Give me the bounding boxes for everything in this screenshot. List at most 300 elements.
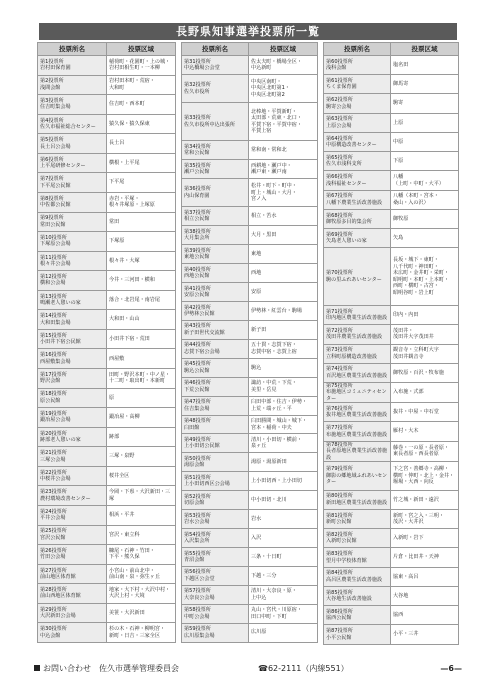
polling-place-line: 第64投票所 bbox=[326, 135, 353, 142]
table-row bbox=[324, 567, 459, 586]
polling-area-line: 上中込 bbox=[251, 594, 267, 601]
polling-area bbox=[249, 56, 318, 75]
polling-area-line: 岩水 bbox=[251, 515, 262, 522]
table-row bbox=[38, 271, 176, 291]
polling-place-line: 第69投票所 bbox=[326, 231, 353, 238]
polling-place-name bbox=[324, 325, 391, 344]
polling-area bbox=[249, 207, 318, 226]
polling-place-name bbox=[182, 358, 249, 377]
polling-area-line: 西耕地・瀬戸中・ bbox=[251, 162, 292, 169]
polling-place-line: 第20投票所 bbox=[40, 430, 67, 437]
polling-area-line: 三条・十日町 bbox=[251, 553, 282, 560]
polling-place-name bbox=[38, 232, 107, 252]
polling-place-line: 第72投票所 bbox=[326, 328, 353, 335]
table-row bbox=[324, 190, 459, 209]
polling-place-line: 第31投票所 bbox=[184, 58, 211, 65]
polling-place-name bbox=[324, 461, 391, 490]
table-row bbox=[38, 56, 176, 76]
polling-place-line: 大和田集会場 bbox=[40, 319, 71, 326]
table-row bbox=[182, 472, 318, 491]
polling-area-line: 今井・三河田・横和 bbox=[109, 277, 155, 284]
polling-place-name bbox=[38, 173, 107, 193]
polling-area bbox=[249, 226, 318, 245]
table-row bbox=[38, 134, 176, 154]
polling-area-line: 八幡（本町・宮本・ bbox=[393, 193, 439, 200]
polling-area-line: 佐太夫町・橋場全区・ bbox=[251, 58, 302, 65]
polling-area-line: 下平・熊久保 bbox=[109, 554, 140, 561]
polling-place-line: 第56投票所 bbox=[184, 569, 211, 576]
table-row bbox=[324, 422, 459, 441]
polling-place-line: 浅科福祉センター bbox=[326, 180, 367, 187]
polling-place-line: 大月集会所 bbox=[184, 235, 210, 242]
polling-area-line: 安原 bbox=[251, 288, 262, 295]
polling-area-line: 田町・野沢本町・中ノ星・ bbox=[109, 371, 171, 378]
polling-table bbox=[181, 42, 318, 643]
polling-place-line: 第39投票所 bbox=[184, 247, 211, 254]
polling-place-line: 第65投票所 bbox=[326, 154, 353, 161]
polling-place-line: 第14投票所 bbox=[40, 313, 67, 320]
polling-place-line: 中込会館 bbox=[40, 632, 61, 639]
polling-place-line: 茂田井農業生活改善施設 bbox=[326, 334, 383, 341]
polling-area-line: 杉の木・石神・柳明宮・ bbox=[109, 626, 166, 633]
polling-place-line: 志賀下宿公会場 bbox=[184, 348, 220, 355]
polling-place-line: 常和公民館 bbox=[184, 150, 210, 157]
polling-area bbox=[249, 604, 318, 623]
table-row bbox=[182, 56, 318, 75]
polling-area-line: 稲荷町・花園町・上の城・ bbox=[109, 58, 171, 65]
table-row bbox=[324, 75, 459, 94]
polling-place-name bbox=[38, 603, 107, 623]
polling-place-name bbox=[38, 349, 107, 369]
polling-area-line: 雁村・大木 bbox=[393, 428, 419, 435]
polling-place-name bbox=[324, 529, 391, 548]
table-row bbox=[324, 171, 459, 190]
polling-place-line: 鍛冶屋公会場 bbox=[40, 417, 71, 424]
polling-place-line: 第5投票所 bbox=[40, 137, 64, 144]
polling-place-name bbox=[324, 94, 391, 113]
table-row bbox=[324, 625, 459, 644]
table-row bbox=[38, 212, 176, 232]
polling-area-line: 中央区南町・ bbox=[251, 79, 282, 85]
polling-place-line: 入新町公民館 bbox=[326, 538, 357, 545]
polling-place-line: 第16投票所 bbox=[40, 352, 67, 359]
polling-area bbox=[249, 179, 318, 207]
table-row bbox=[38, 408, 176, 428]
polling-place-line: 第35投票所 bbox=[184, 162, 211, 169]
polling-area bbox=[249, 453, 318, 472]
polling-area-line: 東長者原・西長者原 bbox=[393, 451, 439, 458]
polling-area bbox=[107, 584, 176, 604]
polling-area-line: 常和南・常和北 bbox=[251, 146, 287, 153]
polling-area-line: 下越・三分 bbox=[251, 572, 277, 579]
polling-area bbox=[107, 192, 176, 212]
polling-place-line: 印内地区農業生活改善施設 bbox=[326, 315, 388, 322]
polling-area bbox=[249, 339, 318, 358]
polling-place-line: 第57投票所 bbox=[184, 588, 211, 595]
polling-place-line: 布施地区農業生活改善施設 bbox=[326, 431, 388, 438]
polling-area-line: 協西 bbox=[393, 612, 404, 619]
polling-place-line: 宮沢公民館 bbox=[40, 534, 66, 541]
table-row bbox=[38, 447, 176, 467]
polling-place-line: 湯原会館 bbox=[184, 462, 205, 469]
polling-place-name bbox=[38, 56, 107, 76]
polling-area-line: 西町・横町・古宮・ bbox=[393, 283, 439, 290]
polling-area-line: 大和町 bbox=[109, 84, 125, 91]
table-row bbox=[182, 226, 318, 245]
polling-place-line: 第42投票所 bbox=[184, 304, 211, 311]
header-polling-place: 投票所名 bbox=[38, 43, 107, 56]
polling-place-line: 佐久市浅科支所 bbox=[326, 161, 362, 168]
polling-area bbox=[391, 567, 459, 586]
polling-area-line: 竹之城・新田・遠沢 bbox=[393, 496, 439, 503]
table-row bbox=[182, 377, 318, 396]
polling-place-name bbox=[182, 339, 249, 358]
polling-area-line: 矢島 bbox=[393, 235, 404, 242]
polling-place-name bbox=[324, 606, 391, 625]
polling-place-line: 安原公民館 bbox=[184, 292, 210, 299]
polling-area bbox=[391, 306, 459, 325]
polling-place-name bbox=[324, 209, 391, 228]
polling-place-line: 上小田切西区公会場 bbox=[184, 481, 230, 488]
polling-area-line: 美笹・大沢新田 bbox=[109, 609, 145, 616]
polling-area-line: 御牧原 bbox=[393, 215, 409, 222]
polling-place-name bbox=[324, 248, 391, 306]
table-row bbox=[38, 486, 176, 506]
polling-place-line: 上原公会場 bbox=[326, 122, 352, 129]
polling-area bbox=[107, 173, 176, 193]
polling-area bbox=[391, 461, 459, 490]
polling-place-name bbox=[182, 320, 249, 339]
polling-place-line: 第85投票所 bbox=[326, 589, 353, 596]
polling-place-line: 第6投票所 bbox=[40, 156, 64, 163]
polling-area-line: 臼田中部・住吉・伊勢・ bbox=[251, 399, 308, 406]
table-header-row bbox=[38, 43, 176, 56]
polling-place-line: 第29投票所 bbox=[40, 606, 67, 613]
polling-place-name bbox=[182, 604, 249, 623]
polling-place-line: ちくま保育園 bbox=[326, 84, 357, 91]
polling-area bbox=[249, 283, 318, 302]
polling-area-line: 下之宮・善郷寺・高柳・ bbox=[393, 466, 450, 473]
polling-place-line: 中込橋場公会堂 bbox=[184, 64, 220, 71]
polling-area-line: 駒寄 bbox=[393, 100, 404, 107]
table-row bbox=[182, 415, 318, 434]
polling-place-line: 平井公会場 bbox=[40, 515, 66, 522]
polling-area-line: 入沢 bbox=[251, 534, 262, 541]
polling-area-line: 入新町・岩下 bbox=[393, 535, 424, 542]
polling-place-name bbox=[38, 153, 107, 173]
polling-area bbox=[391, 56, 459, 75]
footer bbox=[34, 662, 462, 676]
polling-area bbox=[107, 486, 176, 506]
polling-area bbox=[107, 75, 176, 95]
polling-place-line: 相立公民館 bbox=[184, 216, 210, 223]
header-polling-place: 投票所名 bbox=[324, 43, 391, 56]
polling-place-line: 第52投票所 bbox=[184, 493, 211, 500]
polling-area-line: 清川・小田切・横前・ bbox=[251, 437, 302, 444]
polling-area bbox=[391, 171, 459, 190]
polling-place-line: 三塚公会場 bbox=[40, 456, 66, 463]
polling-place-line: 第22投票所 bbox=[40, 469, 67, 476]
polling-area bbox=[391, 113, 459, 132]
polling-area-line: 印内・内田 bbox=[393, 311, 419, 318]
table-row bbox=[324, 306, 459, 325]
polling-place-line: 第76投票所 bbox=[326, 405, 353, 412]
polling-place-line: 東地公民館 bbox=[184, 254, 210, 261]
polling-area bbox=[391, 152, 459, 171]
table-row bbox=[324, 344, 459, 363]
polling-place-line: 大沢新田公会場 bbox=[40, 613, 76, 620]
polling-area-line: 住吉町・西本町 bbox=[109, 101, 145, 108]
polling-place-line: 第66投票所 bbox=[326, 174, 353, 181]
polling-place-line: 新町公民館 bbox=[326, 519, 352, 526]
polling-area-line: 諏訪・中荒・下荒・ bbox=[251, 380, 297, 387]
polling-place-name bbox=[182, 141, 249, 160]
polling-place-line: 佐久市福祉総合センター bbox=[40, 123, 96, 130]
table-row bbox=[182, 548, 318, 567]
table-row bbox=[324, 403, 459, 422]
polling-place-line: 第37投票所 bbox=[184, 209, 211, 216]
polling-area-line: 堰場・大西・向反 bbox=[393, 479, 434, 486]
polling-area bbox=[107, 349, 176, 369]
table-row bbox=[324, 461, 459, 490]
polling-area bbox=[391, 625, 459, 644]
polling-place-line: 第73投票所 bbox=[326, 347, 353, 354]
table-row bbox=[38, 545, 176, 565]
polling-area-line: 下原 bbox=[393, 158, 404, 165]
polling-place-name bbox=[324, 548, 391, 567]
polling-place-line: 第38投票所 bbox=[184, 228, 211, 235]
polling-area bbox=[391, 190, 459, 209]
polling-area-line: 横町・仲町・北上・金井・ bbox=[393, 472, 455, 479]
polling-place-line: 野沢会館 bbox=[40, 378, 61, 385]
polling-column-2 bbox=[181, 42, 318, 643]
polling-place-name bbox=[324, 306, 391, 325]
table-row bbox=[38, 114, 176, 134]
polling-place-line: 第68投票所 bbox=[326, 212, 353, 219]
polling-place-line: 第11投票所 bbox=[40, 254, 67, 261]
polling-place-name bbox=[182, 103, 249, 141]
polling-area bbox=[391, 132, 459, 151]
polling-place-name bbox=[182, 491, 249, 510]
polling-place-line: 中原構造改善センター bbox=[326, 142, 377, 149]
polling-place-line: 第61投票所 bbox=[326, 77, 353, 84]
polling-area-line: 小田井下宿・荒田 bbox=[109, 335, 150, 342]
polling-area-line: 美里・岳見 bbox=[251, 386, 277, 393]
polling-place-line: 高呂区農業生活改善施設 bbox=[326, 576, 383, 583]
polling-place-line: 第4投票所 bbox=[40, 117, 64, 124]
polling-place-line: 布施地区コミュニティセンター bbox=[326, 389, 387, 402]
polling-area-line: 落合・北岩尾・南岩尾 bbox=[109, 296, 160, 303]
table-row bbox=[182, 623, 318, 642]
table-row bbox=[182, 339, 318, 358]
table-row bbox=[38, 75, 176, 95]
polling-place-name bbox=[38, 545, 107, 565]
polling-area-line: 宮沢・東立科 bbox=[109, 531, 140, 538]
polling-area bbox=[391, 229, 459, 248]
polling-place-line: 上平尾研修センター bbox=[40, 163, 86, 170]
table-row bbox=[182, 245, 318, 264]
polling-area bbox=[249, 302, 318, 321]
polling-area-line: 長土呂 bbox=[109, 140, 125, 147]
polling-place-line: 住吉町集会場 bbox=[40, 104, 71, 111]
polling-place-name bbox=[182, 226, 249, 245]
page-number: —6— bbox=[440, 664, 462, 673]
polling-area bbox=[391, 75, 459, 94]
polling-place-line: 浅科会館 bbox=[326, 65, 347, 72]
polling-area-line: 原 bbox=[109, 394, 115, 401]
polling-area bbox=[391, 325, 459, 344]
table-row bbox=[324, 94, 459, 113]
polling-area-line: 長坂・城下・東町・ bbox=[393, 257, 439, 264]
polling-area bbox=[249, 377, 318, 396]
contact-text: お問い合わせ 佐久市選挙管理委員会 bbox=[43, 664, 179, 673]
polling-place-line: 第26投票所 bbox=[40, 547, 67, 554]
polling-area-line: 常田 bbox=[109, 218, 120, 225]
polling-area-line: 下平尾 bbox=[109, 179, 125, 186]
polling-area-line: 五十貫・志賀下宿・ bbox=[251, 342, 297, 349]
polling-place-line: 臼田館 bbox=[184, 424, 200, 431]
polling-place-name bbox=[324, 344, 391, 363]
polling-area bbox=[249, 510, 318, 529]
polling-place-line: 第58投票所 bbox=[184, 607, 211, 614]
polling-area bbox=[391, 606, 459, 625]
polling-place-line: 第74投票所 bbox=[326, 366, 353, 373]
polling-place-line: 第59投票所 bbox=[184, 626, 211, 633]
polling-place-name bbox=[324, 229, 391, 248]
polling-area bbox=[249, 566, 318, 585]
polling-area-line: 茂沢・大井沢 bbox=[393, 519, 424, 526]
polling-area bbox=[107, 603, 176, 623]
table-row bbox=[38, 427, 176, 447]
polling-area-line: 新町・日吉・三家全区 bbox=[109, 632, 160, 639]
polling-place-name bbox=[182, 74, 249, 102]
polling-place-line: 協西公民館 bbox=[326, 615, 352, 622]
polling-place-name bbox=[324, 383, 391, 403]
table-row bbox=[182, 74, 318, 102]
polling-place-name bbox=[182, 264, 249, 283]
polling-place-line: 第62投票所 bbox=[326, 97, 353, 104]
polling-place-name bbox=[38, 408, 107, 428]
polling-area-line: 相浜・平井 bbox=[109, 512, 135, 519]
polling-place-line: 第12投票所 bbox=[40, 274, 67, 281]
polling-area bbox=[249, 245, 318, 264]
polling-area-line: 桑山・入の沢） bbox=[393, 199, 429, 206]
polling-area-line: 赤岩・平塚・ bbox=[109, 195, 140, 202]
polling-place-line: 第50投票所 bbox=[184, 455, 211, 462]
table-row bbox=[38, 251, 176, 271]
polling-place-line: 第17投票所 bbox=[40, 371, 67, 378]
polling-area-line: 御牧原・百沢・牧布施 bbox=[393, 369, 444, 376]
polling-area-line: 清川・大奈良・原・ bbox=[251, 588, 297, 595]
polling-area bbox=[249, 320, 318, 339]
polling-area-line: 塩名田 bbox=[393, 61, 409, 68]
polling-place-line: 第82投票所 bbox=[326, 531, 353, 538]
polling-place-name bbox=[38, 95, 107, 115]
polling-place-name bbox=[182, 453, 249, 472]
polling-place-line: 西屋敷集会場 bbox=[40, 358, 71, 365]
table-header-row bbox=[324, 43, 459, 56]
table-row bbox=[38, 290, 176, 310]
polling-area-line: 小宮山・前山北中・ bbox=[109, 567, 155, 574]
polling-area bbox=[249, 548, 318, 567]
header-polling-area: 投票区域 bbox=[391, 43, 459, 56]
polling-area-line: 新子田 bbox=[251, 326, 267, 333]
polling-place-line: 新田地区農業生活改善施設 bbox=[326, 499, 388, 506]
polling-place-line: 第10投票所 bbox=[40, 234, 67, 241]
polling-place-line: 御牧原多目的集会所 bbox=[326, 218, 372, 225]
polling-area-line: 大谷地 bbox=[393, 592, 409, 599]
table-row bbox=[182, 585, 318, 604]
table-row bbox=[324, 325, 459, 344]
polling-area-line: 新町・宮之入・三明・ bbox=[393, 512, 444, 519]
table-row bbox=[182, 160, 318, 179]
polling-area bbox=[391, 548, 459, 567]
table-row bbox=[324, 586, 459, 605]
polling-area-line: 三塚・泉野 bbox=[109, 453, 135, 460]
polling-place-line: 駒込公民館 bbox=[184, 367, 210, 374]
polling-area-line: 前山南・泉・弥生ヶ丘 bbox=[109, 573, 160, 580]
polling-area bbox=[249, 396, 318, 415]
polling-area bbox=[249, 415, 318, 434]
polling-area bbox=[107, 310, 176, 330]
polling-place-line: 前山西地区体育館 bbox=[40, 593, 81, 600]
polling-place-name bbox=[182, 160, 249, 179]
polling-area-line: 駒込 bbox=[251, 364, 262, 371]
table-header-row bbox=[182, 43, 318, 56]
polling-place-line: 百沢地区農業生活改善施設 bbox=[326, 372, 388, 379]
polling-place-line: 第27投票所 bbox=[40, 567, 67, 574]
polling-place-name bbox=[182, 472, 249, 491]
polling-area-line: 東地 bbox=[251, 251, 262, 257]
polling-place-line: 横和公会場 bbox=[40, 280, 66, 287]
polling-area-line: 上原 bbox=[393, 119, 404, 126]
polling-place-line: 新子田世代交流館 bbox=[184, 329, 225, 336]
polling-place-line: 第2投票所 bbox=[40, 78, 64, 85]
polling-place-line: 第13投票所 bbox=[40, 293, 67, 300]
polling-place-line: 第24投票所 bbox=[40, 508, 67, 515]
polling-area bbox=[391, 94, 459, 113]
polling-place-line: 第67投票所 bbox=[326, 193, 353, 200]
polling-area bbox=[391, 344, 459, 363]
table-row bbox=[324, 383, 459, 403]
polling-area-line: 大月・黒田 bbox=[251, 232, 277, 239]
polling-place-name bbox=[38, 114, 107, 134]
polling-place-line: 第81投票所 bbox=[326, 512, 353, 519]
polling-area-line: 上小田切西・上小田切 bbox=[251, 478, 302, 485]
polling-area bbox=[249, 160, 318, 179]
polling-place-line: 内山保育園 bbox=[184, 192, 210, 199]
polling-area-line: 根々井・大塚 bbox=[109, 257, 140, 264]
polling-column-1 bbox=[37, 42, 176, 643]
phone-text: ☎62-2111（内線551） bbox=[258, 664, 349, 673]
polling-place-line: 瀬戸公民館 bbox=[184, 169, 210, 176]
polling-area-line: 地家・大下村・大沢中村・ bbox=[109, 587, 171, 594]
polling-area bbox=[107, 251, 176, 271]
table-row bbox=[38, 584, 176, 604]
polling-place-line: 岩水公会場 bbox=[184, 519, 210, 526]
polling-place-line: 第28投票所 bbox=[40, 587, 67, 594]
polling-place-name bbox=[182, 245, 249, 264]
polling-place-name bbox=[38, 564, 107, 584]
polling-place-name bbox=[324, 625, 391, 644]
table-row bbox=[38, 349, 176, 369]
table-row bbox=[38, 564, 176, 584]
polling-place-line: 第54投票所 bbox=[184, 531, 211, 538]
polling-place-line: 第75投票所 bbox=[326, 383, 353, 390]
polling-area-line: 茂田井・ bbox=[393, 328, 414, 335]
polling-place-name bbox=[182, 396, 249, 415]
polling-area-line: 入布施・式部 bbox=[393, 389, 424, 396]
